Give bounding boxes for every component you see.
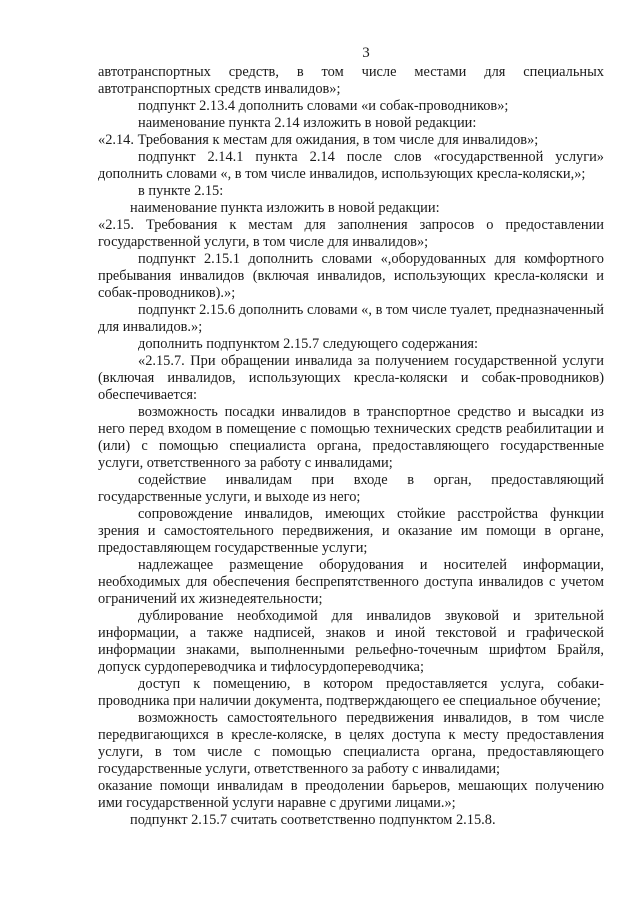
paragraph: подпункт 2.14.1 пункта 2.14 после слов «государственной услуги» дополнить словами «, в том числе инвалидов, использующих кресла-коляски,»; xyxy=(98,149,604,182)
paragraph: подпункт 2.13.4 дополнить словами «и собак-проводников»; xyxy=(138,98,509,114)
paragraph: подпункт 2.15.7 считать соответственно подпунктом 2.15.8. xyxy=(130,812,496,828)
paragraph: подпункт 2.15.6 дополнить словами «, в том числе туалет, предназначенный для инвалидов.»; xyxy=(98,302,604,335)
paragraph: наименование пункта 2.14 изложить в новой редакции: xyxy=(138,115,477,131)
paragraph: надлежащее размещение оборудования и носителей информации, необходимых для обеспечения беспрепятственного доступа инвалидов с учетом ограничений их жизнедеятельности; xyxy=(98,557,604,607)
paragraph: «2.15.7. При обращении инвалида за получением государственной услуги (включая инвалидов, использующих кресла-коляски и собак-проводников) обеспечивается: xyxy=(98,353,604,403)
paragraph: сопровождение инвалидов, имеющих стойкие расстройства функции зрения и самостоятельного передвижения, и оказание им помощи в органе, предоставляющем государственные услуги; xyxy=(98,506,604,556)
paragraph: наименование пункта изложить в новой редакции: xyxy=(130,200,440,216)
paragraph: оказание помощи инвалидам в преодолении барьеров, мешающих получению ими государственной услуги наравне с другими лицами.»; xyxy=(98,778,604,811)
paragraph: дублирование необходимой для инвалидов звуковой и зрительной информации, а также надписей, знаков и иной текстовой и графической информации знаками, выполненными рельефно-точечным шрифтом Брайля, допуск сурдопереводчика и тифлосурдопереводчика; xyxy=(98,608,604,675)
page-number: 3 xyxy=(362,45,370,61)
paragraph: возможность самостоятельного передвижения инвалидов, в том числе передвигающихся в кресле-коляске, в целях доступа к месту предоставления услуги, в том числе с помощью специалиста органа, предоставляющего государственные услуги, ответственного за работу с инвалидами; xyxy=(98,710,604,777)
paragraph: дополнить подпунктом 2.15.7 следующего содержания: xyxy=(138,336,479,352)
paragraph: «2.14. Требования к местам для ожидания, в том числе для инвалидов»; xyxy=(98,132,539,148)
paragraph: содействие инвалидам при входе в орган, предоставляющий государственные услуги, и выходе из него; xyxy=(98,472,604,505)
paragraph: возможность посадки инвалидов в транспортное средство и высадки из него перед входом в помещение с помощью технических средств реабилитации и (или) с помощью специалиста органа, предоставляющего государственные услуги, ответственного за работу с инвалидами; xyxy=(98,404,604,471)
document-body xyxy=(98,64,604,829)
paragraph: «2.15. Требования к местам для заполнения запросов о предоставлении государственной услуги, в том числе для инвалидов»; xyxy=(98,217,604,250)
paragraph: доступ к помещению, в котором предоставляется услуга, собаки-проводника при наличии документа, подтверждающего ее специальное обучение; xyxy=(98,676,604,709)
paragraph: в пункте 2.15: xyxy=(138,183,224,199)
paragraph: автотранспортных средств, в том числе местами для специальных автотранспортных средств инвалидов»; xyxy=(98,64,604,97)
paragraph: подпункт 2.15.1 дополнить словами «,оборудованных для комфортного пребывания инвалидов (включая инвалидов, использующих кресла-коляски и собак-проводников).»; xyxy=(98,251,604,301)
